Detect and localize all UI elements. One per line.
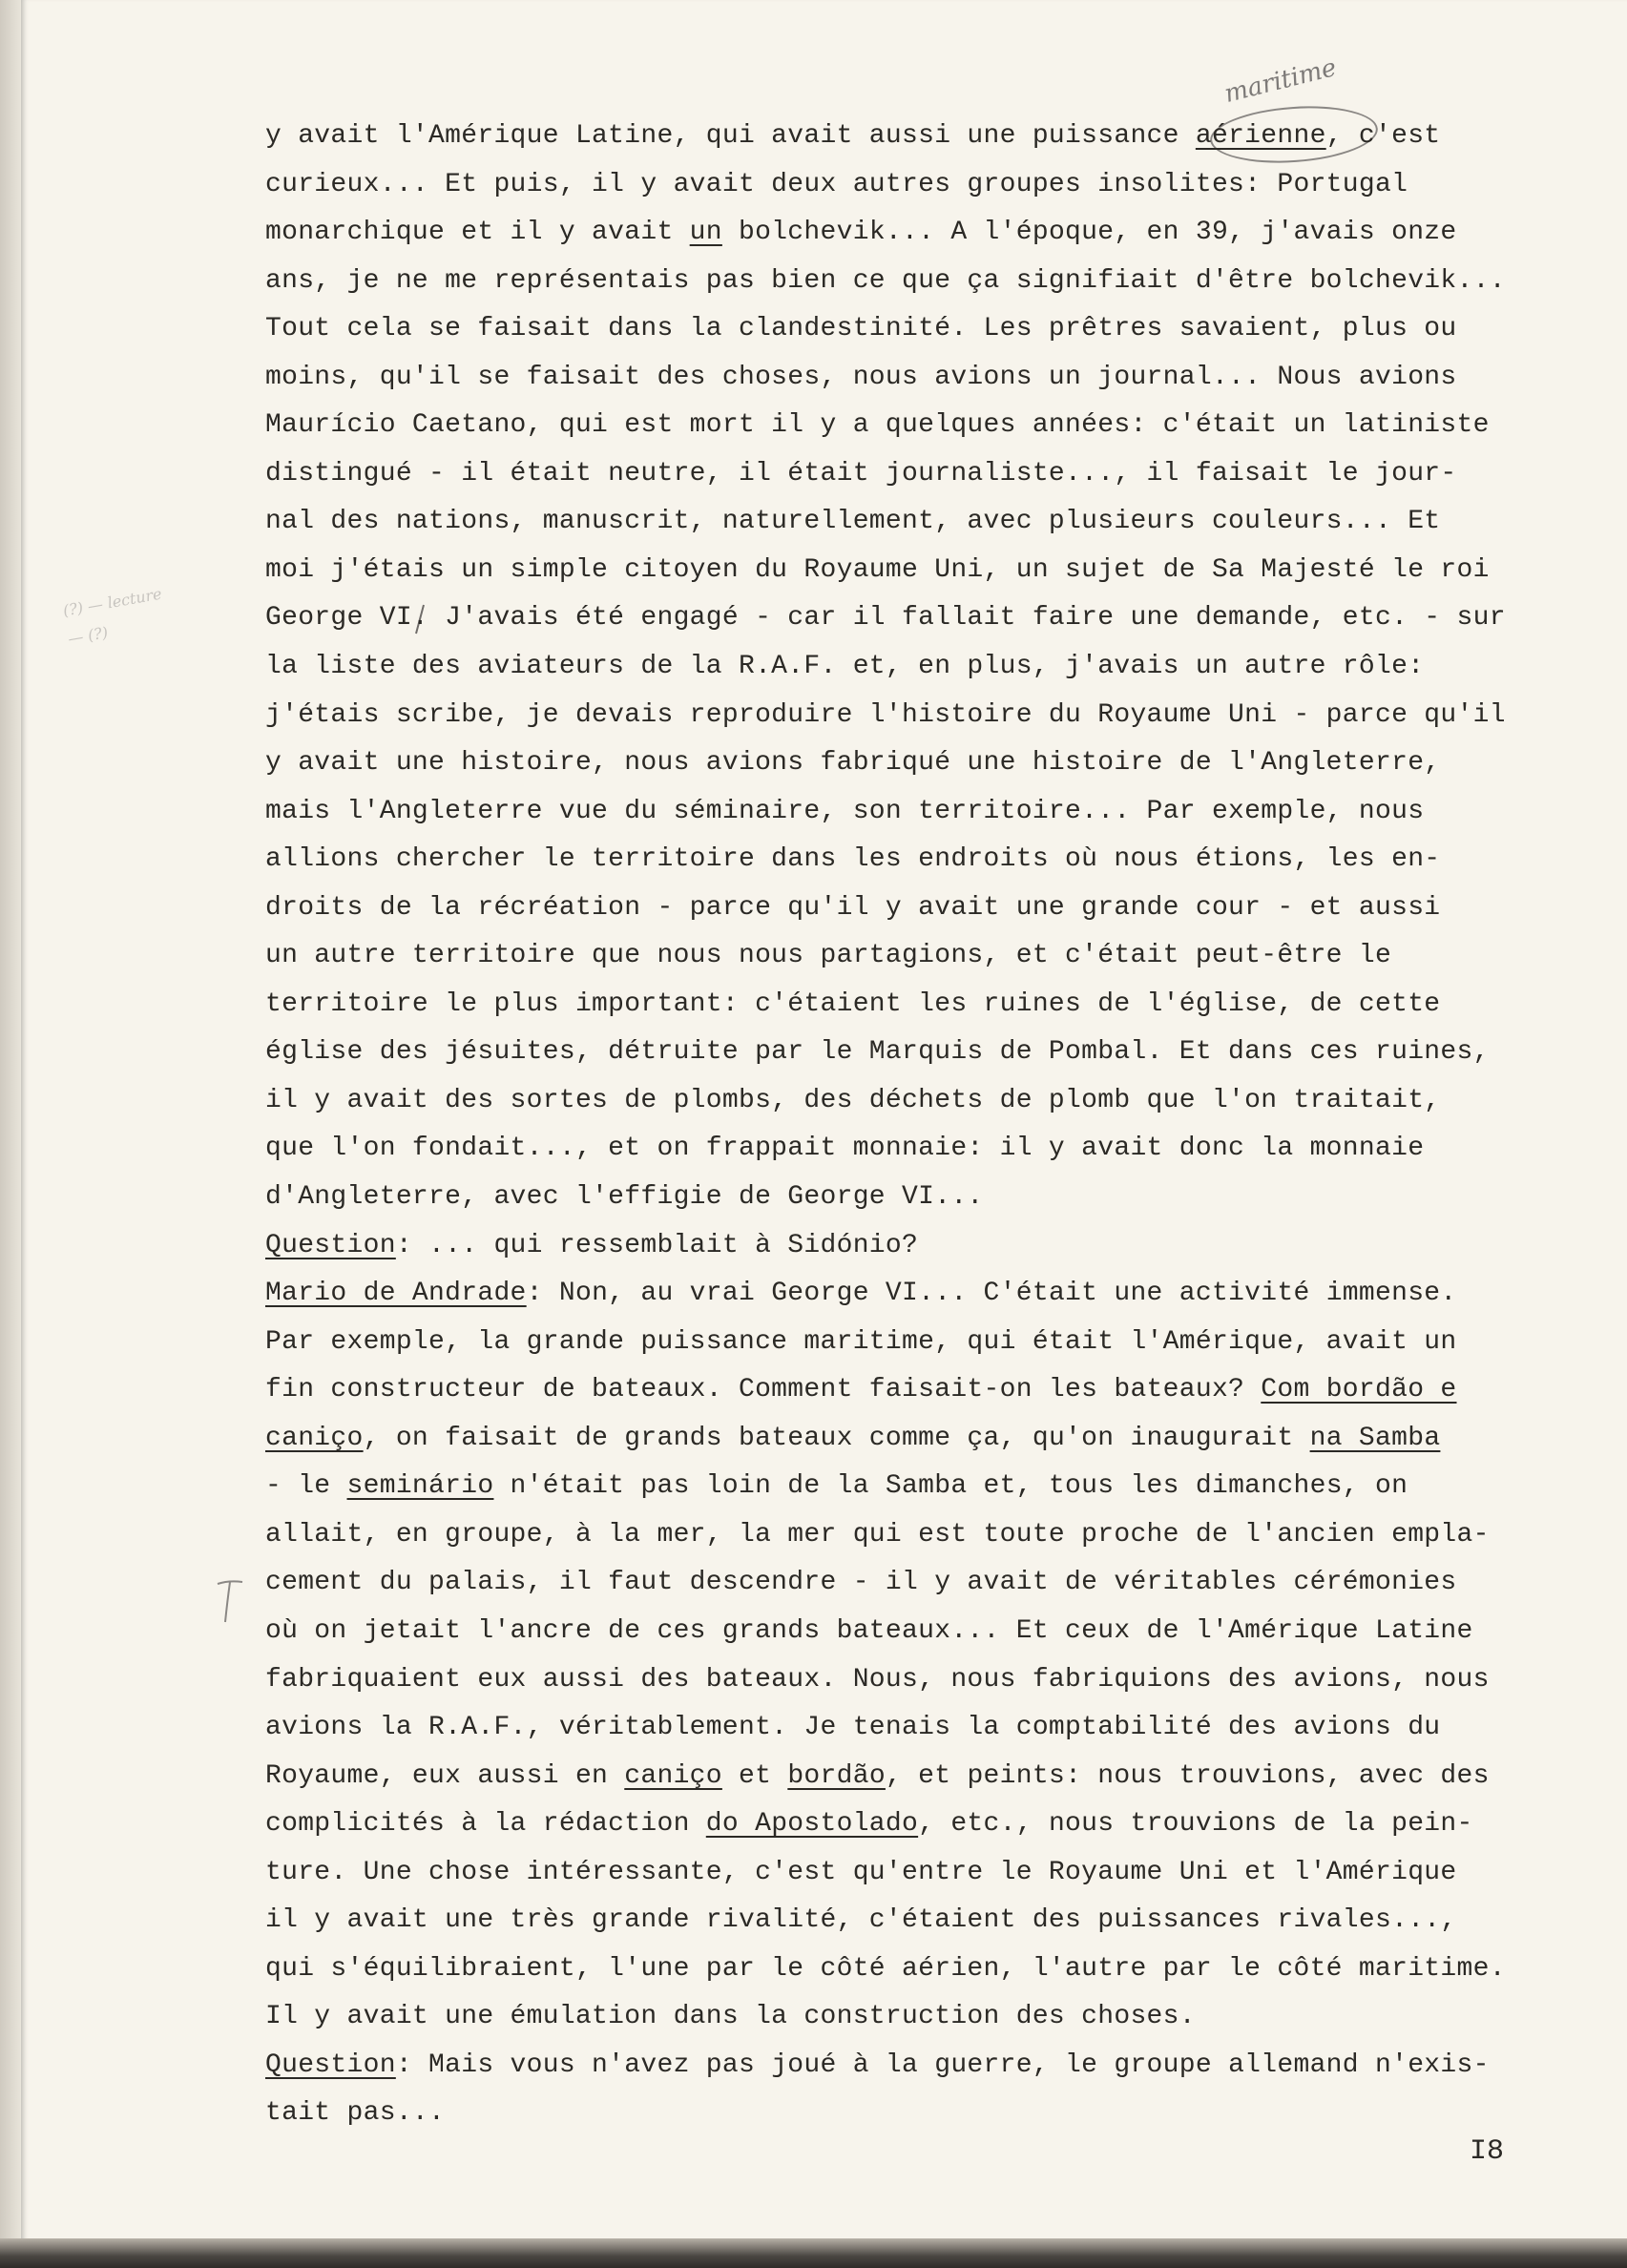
underlined-text: seminário <box>346 1471 494 1502</box>
text-line <box>265 305 1544 354</box>
text-segment: territoire le plus important: c'étaient les ruines de l'église, de cette <box>265 988 1441 1019</box>
text-segment: : Mais vous n'avez pas joué à la guerre, le groupe allemand n'exis- <box>395 2050 1490 2080</box>
text-line <box>265 1608 1544 1656</box>
text-segment: avions la R.A.F., véritablement. Je tenais la comptabilité des avions du <box>265 1713 1441 1743</box>
text-segment: église des jésuites, détruite par le Marquis de Pombal. Et dans ces ruines, <box>265 1037 1490 1068</box>
text-segment: complicités à la rédaction <box>265 1809 706 1840</box>
text-line <box>265 1559 1544 1608</box>
text-line <box>265 932 1544 981</box>
text-segment: n'était pas loin de la Samba et, tous les dimanches, on <box>493 1471 1408 1502</box>
text-line <box>265 788 1544 837</box>
typed-body-text <box>265 113 1544 2138</box>
text-segment: et <box>721 1760 788 1791</box>
handwritten-annotation: maritime <box>1221 52 1340 110</box>
underlined-text: na Samba <box>1309 1423 1441 1453</box>
text-segment: , c'est <box>1325 121 1441 151</box>
page-number: I8 <box>1470 2135 1505 2168</box>
text-line <box>265 161 1544 210</box>
underlined-text: Question <box>265 1230 396 1260</box>
text-line <box>265 258 1544 306</box>
text-line <box>265 1945 1544 1994</box>
text-line <box>265 1077 1544 1126</box>
text-segment: monarchique et il y avait <box>265 218 690 248</box>
underlined-text: aérienne <box>1195 121 1326 151</box>
text-line <box>265 354 1544 403</box>
text-line <box>265 498 1544 547</box>
text-line <box>265 1270 1544 1319</box>
text-segment: où on jetait l'ancre de ces grands bateaux... Et ceux de l'Amérique Latine <box>265 1615 1473 1646</box>
text-line <box>265 1656 1544 1705</box>
underlined-text: caniço <box>265 1423 364 1453</box>
underlined-text: Question <box>265 2050 396 2080</box>
text-line <box>265 981 1544 1030</box>
text-segment: un autre territoire que nous nous partagions, et c'était peut-être le <box>265 941 1392 971</box>
text-line <box>265 1704 1544 1753</box>
text-line <box>265 1029 1544 1077</box>
text-line <box>265 1753 1544 1801</box>
text-line <box>265 1849 1544 1898</box>
text-line <box>265 739 1544 788</box>
text-segment: , on faisait de grands bateaux comme ça, qu'on inaugurait <box>363 1423 1310 1453</box>
text-line <box>265 1511 1544 1560</box>
text-segment: qui s'équilibraient, l'une par le côté aérien, l'autre par le côté maritime. <box>265 1953 1506 1984</box>
text-line <box>265 547 1544 595</box>
text-line <box>265 1415 1544 1464</box>
text-segment: allions chercher le territoire dans les endroits où nous étions, les en- <box>265 844 1441 875</box>
text-segment: curieux... Et puis, il y avait deux autres groupes insolites: Portugal <box>265 169 1408 199</box>
text-line <box>265 836 1544 884</box>
text-line <box>265 1463 1544 1511</box>
text-line <box>265 594 1544 643</box>
text-segment: j'étais scribe, je devais reproduire l'histoire du Royaume Uni - parce qu'il <box>265 699 1506 730</box>
text-segment: y avait l'Amérique Latine, qui avait aussi une puissance <box>265 121 1196 151</box>
text-line <box>265 1222 1544 1271</box>
underlined-text: Mario de Andrade <box>265 1279 527 1309</box>
text-line <box>265 2042 1544 2091</box>
text-segment: : ... qui ressemblait à Sidónio? <box>395 1230 919 1260</box>
text-segment: d'Angleterre, avec l'effigie de George VI... <box>265 1182 984 1213</box>
text-segment: y avait une histoire, nous avions fabriqué une histoire de l'Angleterre, <box>265 748 1441 779</box>
text-segment: fabriquaient eux aussi des bateaux. Nous, nous fabriquions des avions, nous <box>265 1664 1490 1695</box>
text-segment: Il y avait une émulation dans la construction des choses. <box>265 2002 1196 2032</box>
text-segment: mais l'Angleterre vue du séminaire, son territoire... Par exemple, nous <box>265 796 1425 826</box>
text-segment: : Non, au vrai George VI... C'était une activité immense. <box>526 1279 1457 1309</box>
text-segment: cement du palais, il faut descendre - il y avait de véritables cérémonies <box>265 1568 1457 1598</box>
text-line <box>265 402 1544 450</box>
underlined-text: un <box>689 218 722 248</box>
text-segment: que l'on fondait..., et on frappait monnaie: il y avait donc la monnaie <box>265 1134 1425 1164</box>
text-line <box>265 692 1544 740</box>
text-line <box>265 884 1544 933</box>
text-segment: fin constructeur de bateaux. Comment faisait-on les bateaux? <box>265 1375 1262 1405</box>
text-segment: la liste des aviateurs de la R.A.F. et, en plus, j'avais un autre rôle: <box>265 652 1425 682</box>
page-left-edge <box>0 0 21 2268</box>
text-segment: tait pas... <box>265 2098 446 2129</box>
text-segment: bolchevik... A l'époque, en 39, j'avais onze <box>721 218 1457 248</box>
faint-margin-note: (?) — lecture — (?) <box>61 584 163 649</box>
underlined-text: Com bordão e <box>1261 1375 1457 1405</box>
text-segment: Par exemple, la grande puissance maritime, qui était l'Amérique, avait un <box>265 1326 1457 1357</box>
text-line <box>265 1993 1544 2042</box>
text-segment: moins, qu'il se faisait des choses, nous avions un journal... Nous avions <box>265 362 1457 392</box>
page-bottom-edge <box>0 2238 1627 2268</box>
text-line <box>265 113 1544 161</box>
text-segment: nal des nations, manuscrit, naturellement, avec plusieurs couleurs... Et <box>265 507 1441 537</box>
text-segment: ture. Une chose intéressante, c'est qu'entre le Royaume Uni et l'Amérique <box>265 1857 1457 1887</box>
text-segment: droits de la récréation - parce qu'il y avait une grande cour - et aussi <box>265 892 1441 923</box>
text-segment: George VI. J'avais été engagé - car il fallait faire une demande, etc. - sur <box>265 603 1506 634</box>
text-line <box>265 1174 1544 1222</box>
text-segment: il y avait une très grande rivalité, c'étaient des puissances rivales..., <box>265 1905 1457 1936</box>
text-segment: , etc., nous trouvions de la pein- <box>918 1809 1473 1840</box>
text-line <box>265 1319 1544 1367</box>
underlined-text: bordão <box>787 1760 886 1791</box>
text-line <box>265 209 1544 258</box>
text-line <box>265 643 1544 692</box>
text-line <box>265 1800 1544 1849</box>
text-segment: allait, en groupe, à la mer, la mer qui est toute proche de l'ancien empla- <box>265 1519 1490 1550</box>
text-segment: Tout cela se faisait dans la clandestinité. Les prêtres savaient, plus ou <box>265 314 1457 344</box>
underlined-text: caniço <box>624 1760 722 1791</box>
text-segment: Maurício Caetano, qui est mort il y a quelques années: c'était un latiniste <box>265 410 1490 441</box>
text-line <box>265 2090 1544 2138</box>
text-line <box>265 1366 1544 1415</box>
text-segment: ans, je ne me représentais pas bien ce que ça signifiait d'être bolchevik... <box>265 265 1506 296</box>
text-line <box>265 1125 1544 1174</box>
text-line <box>265 1897 1544 1945</box>
underlined-text: do Apostolado <box>705 1809 919 1840</box>
text-segment: - le <box>265 1471 347 1502</box>
text-segment: moi j'étais un simple citoyen du Royaume Uni, un sujet de Sa Majesté le roi <box>265 554 1490 585</box>
text-line <box>265 450 1544 499</box>
text-segment: Royaume, eux aussi en <box>265 1760 625 1791</box>
text-segment: il y avait des sortes de plombs, des déchets de plomb que l'on traitait, <box>265 1085 1441 1115</box>
text-segment: distingué - il était neutre, il était journaliste..., il faisait le jour- <box>265 458 1457 489</box>
margin-tick-mark <box>216 1576 244 1624</box>
text-segment: , et peints: nous trouvions, avec des <box>885 1760 1490 1791</box>
